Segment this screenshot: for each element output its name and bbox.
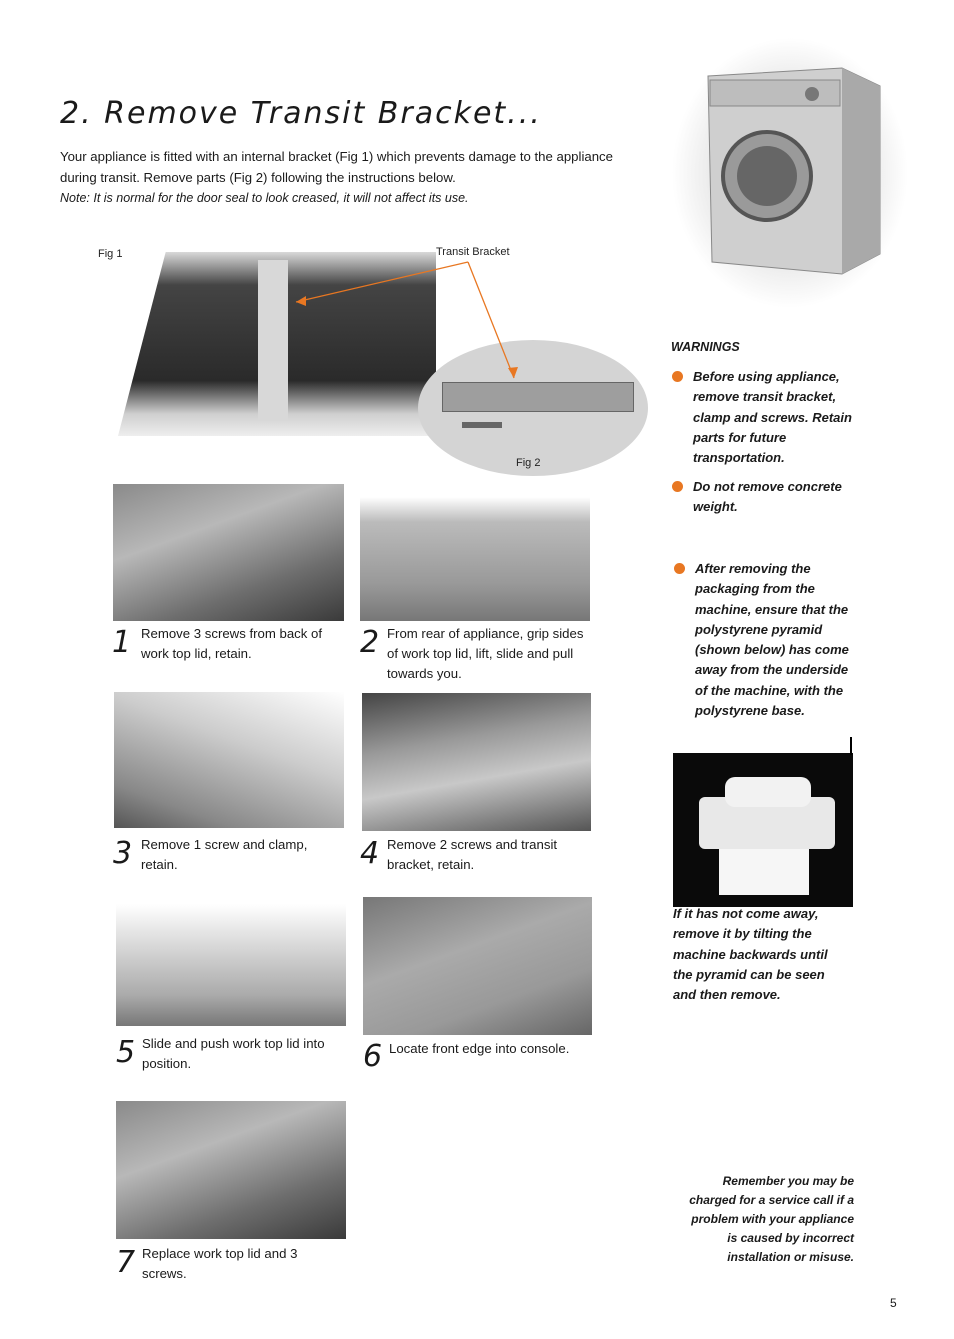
image-frame-mark — [850, 737, 852, 755]
pyramid-note: If it has not come away, remove it by tilting the machine backwards until the pyramid can be seen and then remove. — [673, 906, 828, 1003]
step-5-number: 5 — [116, 1035, 136, 1070]
intro-paragraph: Your appliance is fitted with an internal bracket (Fig 1) which prevents damage to the appliance during transit. Remove parts (Fig 2) following the instructions below. — [60, 149, 613, 185]
bracket-arrows — [260, 250, 540, 390]
step-6-text: Locate front edge into console. — [389, 1041, 570, 1056]
step-5-image — [116, 904, 346, 1026]
fig2-label: Fig 2 — [516, 457, 541, 469]
step-6-image — [363, 897, 592, 1035]
step-1-image — [113, 484, 344, 621]
transit-bracket-label: Transit Bracket — [436, 246, 510, 258]
service-call-notice: Remember you may be charged for a service call if a problem with your appliance is caused by incorrect installation or misuse. — [689, 1174, 854, 1264]
washing-machine-image — [672, 38, 908, 308]
step-7-image — [116, 1101, 346, 1239]
intro-note: Note: It is normal for the door seal to look creased, it will not affect its use. — [60, 191, 469, 205]
step-3-image — [114, 692, 344, 828]
fig1-label: Fig 1 — [98, 248, 123, 260]
warning-bullet-icon — [672, 481, 683, 492]
warning-bullet-icon — [674, 563, 685, 574]
warning-item: After removing the packaging from the machine, ensure that the polystyrene pyramid (shown below) has come away from the underside of the machine, with the polystyrene base. — [695, 561, 849, 719]
step-7-number: 7 — [116, 1245, 136, 1280]
warning-bullet-icon — [672, 371, 683, 382]
step-2-text: From rear of appliance, grip sides of work top lid, lift, slide and pull towards you. — [387, 626, 584, 681]
warning-item: Before using appliance, remove transit bracket, clamp and screws. Retain parts for future transportation. — [693, 369, 852, 466]
step-4-text: Remove 2 screws and transit bracket, retain. — [387, 837, 558, 872]
step-4-number: 4 — [360, 836, 380, 871]
step-7-text: Replace work top lid and 3 screws. — [142, 1246, 298, 1281]
step-1-number: 1 — [112, 625, 132, 660]
warning-item: Do not remove concrete weight. — [693, 479, 842, 515]
step-2-image — [360, 497, 590, 621]
step-6-number: 6 — [363, 1039, 383, 1074]
warnings-heading: WARNINGS — [671, 340, 740, 354]
intro-text — [60, 146, 620, 209]
page-number: 5 — [890, 1296, 897, 1310]
step-2-number: 2 — [360, 625, 380, 660]
step-3-number: 3 — [113, 836, 133, 871]
step-1-text: Remove 3 screws from back of work top lid, retain. — [141, 626, 323, 661]
step-4-image — [362, 693, 591, 831]
step-3-text: Remove 1 screw and clamp, retain. — [141, 837, 308, 872]
polystyrene-pyramid-image — [673, 753, 853, 907]
step-5-text: Slide and push work top lid into position. — [142, 1036, 325, 1071]
page-title: 2. Remove Transit Bracket... — [60, 96, 542, 131]
